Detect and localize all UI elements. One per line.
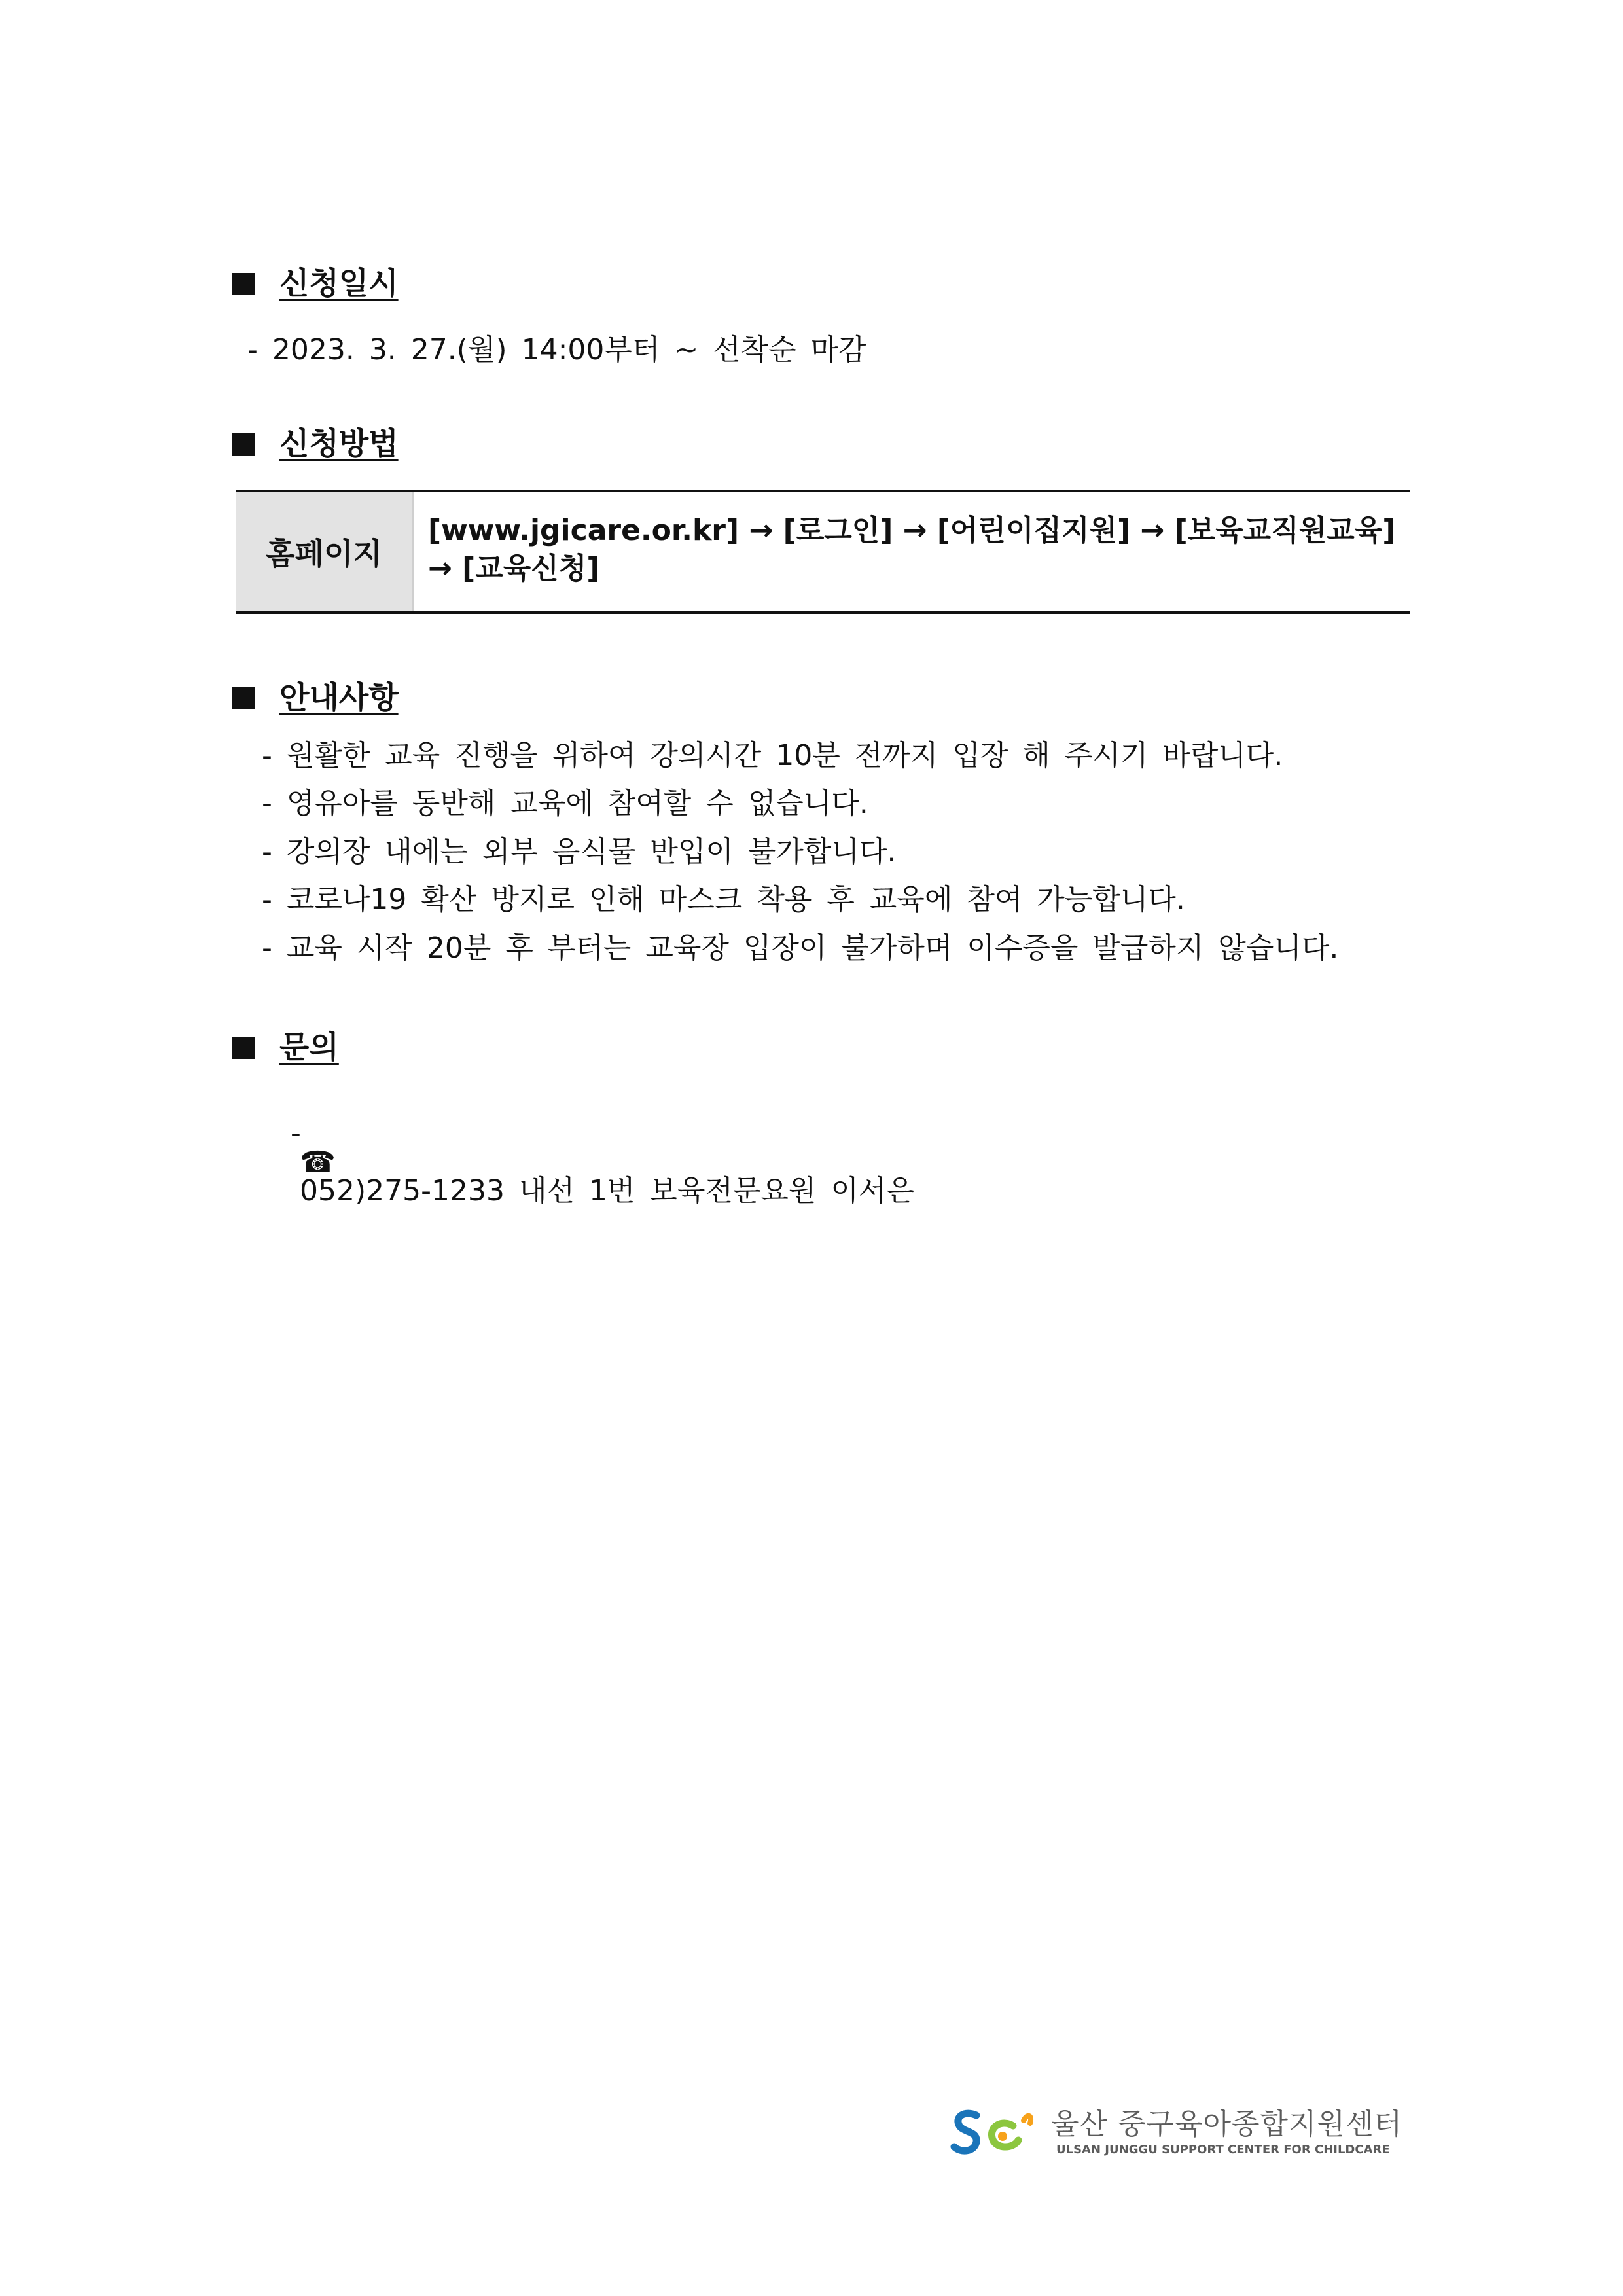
square-bullet-icon [232, 273, 255, 295]
section-heading-contact [232, 1030, 339, 1066]
logo-name-en: ULSAN JUNGGU SUPPORT CENTER FOR CHILDCARE [1056, 2143, 1390, 2157]
section-title: 안내사항 [279, 680, 399, 716]
section-title: 문의 [279, 1030, 339, 1066]
section-heading-notice [232, 680, 399, 716]
center-logo [950, 2106, 1402, 2160]
notice-item: - 코로나19 확산 방지로 인해 마스크 착용 후 교육에 참여 가능합니다. [262, 883, 1185, 916]
square-bullet-icon [232, 433, 255, 456]
contact-text: 052)275-1233 내선 1번 보육전문요원 이서은 [299, 1174, 914, 1208]
table-value-line: [www.jgicare.or.kr] → [로그인] → [어린이집지원] → [보육교직원교육] [428, 514, 1396, 547]
notice-item: - 원활한 교육 진행을 위하여 강의시간 10분 전까지 입장 해 주시기 바랍니다. [262, 739, 1283, 772]
section-title: 신청일시 [279, 266, 399, 302]
contact-dash: - [290, 1117, 301, 1150]
logo-name-ko: 울산 중구육아종합지원센터 [1051, 2108, 1403, 2141]
date-line: - 2023. 3. 27.(월) 14:00부터 ~ 선착순 마감 [247, 333, 866, 367]
square-bullet-icon [232, 1037, 255, 1059]
method-table [236, 490, 1410, 614]
contact-line [262, 1090, 914, 1206]
table-label-cell: 홈페이지 [236, 492, 414, 611]
notice-item: - 강의장 내에는 외부 음식물 반입이 불가합니다. [262, 835, 897, 869]
table-value-line: → [교육신청] [428, 552, 600, 585]
square-bullet-icon [232, 687, 255, 709]
section-heading-method [232, 426, 399, 462]
table-value-cell [414, 492, 1410, 611]
center-logo-icon [950, 2106, 1037, 2160]
section-heading-date [232, 266, 399, 302]
section-title: 신청방법 [279, 426, 399, 462]
phone-icon: ☎ [299, 1145, 336, 1179]
notice-item: - 교육 시작 20분 후 부터는 교육장 입장이 불가하며 이수증을 발급하지 않습니다. [262, 931, 1339, 965]
notice-item: - 영유아를 동반해 교육에 참여할 수 없습니다. [262, 787, 868, 820]
